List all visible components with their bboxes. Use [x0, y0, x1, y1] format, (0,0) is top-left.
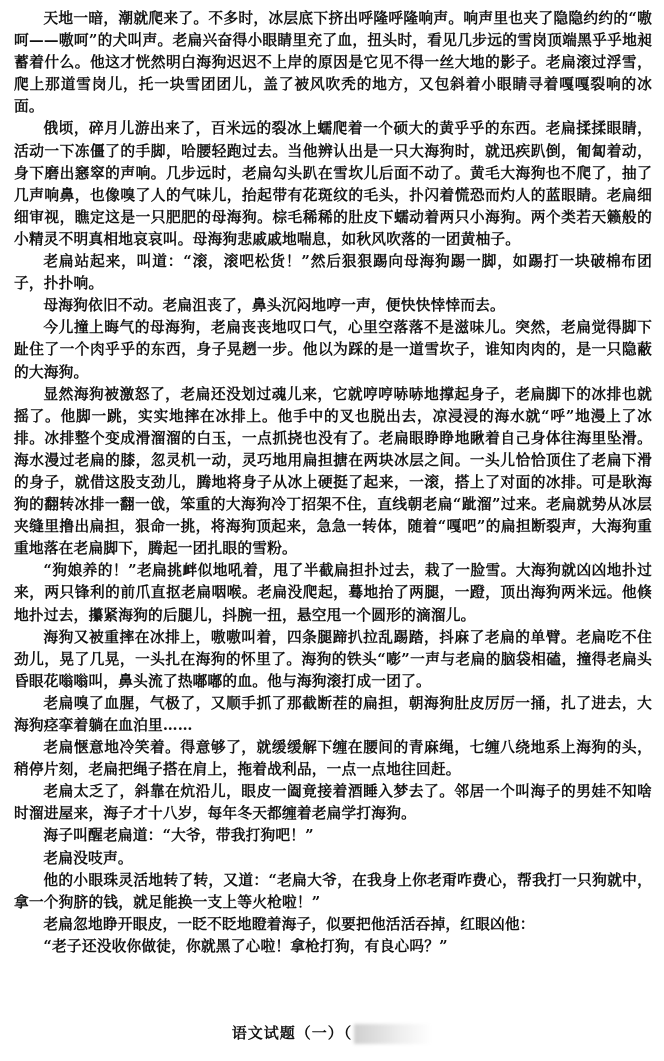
- passage-paragraph-16: “老子还没收你做徒，你就黑了心啦！拿枪打狗，有良心吗？”: [43, 937, 448, 955]
- passage-paragraph-15: 老扁忽地睁开眼皮，一眨不眨地瞪着海子，似要把他活活吞掉，红眼凶他：: [43, 915, 535, 933]
- footer-label: 语文试题（一）（: [231, 1024, 353, 1042]
- passage-paragraph-14: 他的小眼珠灵活地转了转，又道：“老扁大爷，在我身上你老甭咋费心，帮我打一只狗就中，拿一个狗脐的钱，就足能换一支上等火枪啦！”: [14, 871, 652, 911]
- passage-paragraph-11: 老扁太乏了，斜靠在炕沿儿，眼皮一阖竟接着酒睡入梦去了。邻居一个叫海子的男娃不知啥时溜进屋来，海子才十八岁，每年冬天都缠着老扁学打海狗。: [14, 783, 652, 823]
- page-footer: [0, 1022, 664, 1044]
- passage-paragraph-5: 今儿撞上晦气的母海狗，老扁丧丧地叹口气，心里空落落不是滋味儿。突然，老扁觉得脚下趾住了一个肉乎乎的东西，身子晃趔一步。他以为踩的是一道雪坎子，谁知肉肉的，是一只隐蔽的大海狗。: [14, 319, 652, 381]
- passage-paragraph-12: 海子叫醒老扁道：“大爷，带我打狗吧！”: [43, 827, 314, 845]
- passage-paragraph-6: 显然海狗被激怒了，老扁还没划过魂儿来，它就哼哼哧哧地撑起身子，老扁脚下的冰排也就摇了。他脚一跳，实实地摔在冰排上。他手中的叉也脱出去，凉浸浸的海水就“呼”地漫上了冰排。冰排整个变成滑溜溜的白玉，一点抓挠也没有了。老扁眼睁睁地瞅着自己身体往海里坠滑。海水漫过老扁的膝，忽灵机一动，灵巧地用扁担搪在两块冰层之间。一头儿恰恰顶住了老扁下滑的身子，就借这股支劲儿，腾地将身子从冰上硬挺了起来，一滚，搭上了对面的冰排。可是耿海狗的翻转冰排一翻一戗，笨重的大海狗冷丁招架不住，直线朝老扁“跐溜”过来。老扁就势从冰层夹缝里撸出扁担，狠命一挑，将海狗顶起来，急急一转体，随着“嘎吧”的扁担断裂声，大海狗重重地落在老扁脚下，腾起一团扎眼的雪粉。: [14, 385, 652, 558]
- passage-paragraph-3: 老扁站起来，叫道：“滚，滚吧松货！”然后狠狠踢向母海狗踢一脚，如踢打一块破棉布团子，扑扑响。: [14, 253, 652, 293]
- passage-paragraph-8: 海狗又被重摔在冰排上，嗷嗷叫着，四条腿蹄扒拉乱踢踏，抖麻了老扁的单臂。老扁吃不住劲儿，晃了几晃，一头扎在海狗的怀里了。海狗的铁头“嘭”一声与老扁的脑袋相磕，撞得老扁头昏眼花嗡嗡叫，鼻头流了热嘟嘟的血。他与海狗滚打成一团了。: [14, 628, 652, 690]
- passage-paragraph-4: 母海狗依旧不动。老扁沮丧了，鼻头沉闷地哼一声，便快快悻悻而去。: [43, 297, 505, 315]
- passage-paragraph-9: 老扁嗅了血腥，气极了，又顺手抓了那截断茬的扁担，朝海狗肚皮厉厉一捅，扎了进去，大海狗痉挛着躺在血泊里……: [14, 694, 652, 734]
- passage-paragraph-13: 老扁没吱声。: [43, 849, 133, 867]
- passage-paragraph-1: 天地一暗，潮就爬来了。不多时，冰层底下挤出呼隆呼隆响声。响声里也夹了隐隐约约的“嗷呵——嗷呵”的犬叫声。老扁兴奋得小眼睛里充了血，扭头时，看见几步远的雪岗顶端黑乎乎地昶蓄着什么。他这才恍然明白海狗迟迟不上岸的原因是它见不得一丝大地的影子。老扁滚过浮雪，爬上那道雪岗儿，托一块雪团团儿，盖了被风吹秃的地方，又包斜着小眼睛寻着嘎嘎裂响的冰面。: [14, 10, 652, 116]
- passage-paragraph-7: “狗娘养的！”老扁挑衅似地吼着，甩了半截扁担扑过去，栽了一脸雪。大海狗就凶凶地扑过来，两只锋利的前爪直抠老扁咽喉。老扁没爬起，蓦地抬了两腿，一蹬，顶出海狗两米远。他倏地扑过去，攥紧海狗的后腿儿，抖腕一扭，悬空甩一个圆形的滴溜儿。: [14, 562, 652, 624]
- footer-smudge: [354, 1024, 432, 1044]
- passage-paragraph-2: 俄顷，碎月儿游出来了，百米远的裂冰上蠕爬着一个硕大的黄乎乎的东西。老扁揉揉眼睛，活动一下冻僵了的手脚，哈腰轻跑过去。当他辨认出是一只大海狗时，就迅疾趴倒，匍匐着动，身下磨出窸窣的声响。几步远时，老扁勾头趴在雪坎儿后面不动了。黄毛大海狗也不爬了，抽了几声响鼻，也像嗅了人的气味儿，抬起带有花斑纹的毛头，扑闪着慌恐而灼人的蓝眼睛。老扁细细审视，瞧定这是一只肥肥的母海狗。棕毛稀稀的肚皮下蠕动着两只小海狗。两个类若天籁般的小精灵不明真相地哀哀叫。母海狗悲戚戚地喘息，如秋风吹落的一团黄柚子。: [14, 120, 652, 248]
- reading-passage: [14, 8, 652, 958]
- passage-paragraph-10: 老扁惬意地冷笑着。得意够了，就缓缓解下缠在腰间的青麻绳，七缠八绕地系上海狗的头，稍停片刻，老扁把绳子搭在肩上，拖着战利品，一点一点地往回赶。: [14, 739, 652, 779]
